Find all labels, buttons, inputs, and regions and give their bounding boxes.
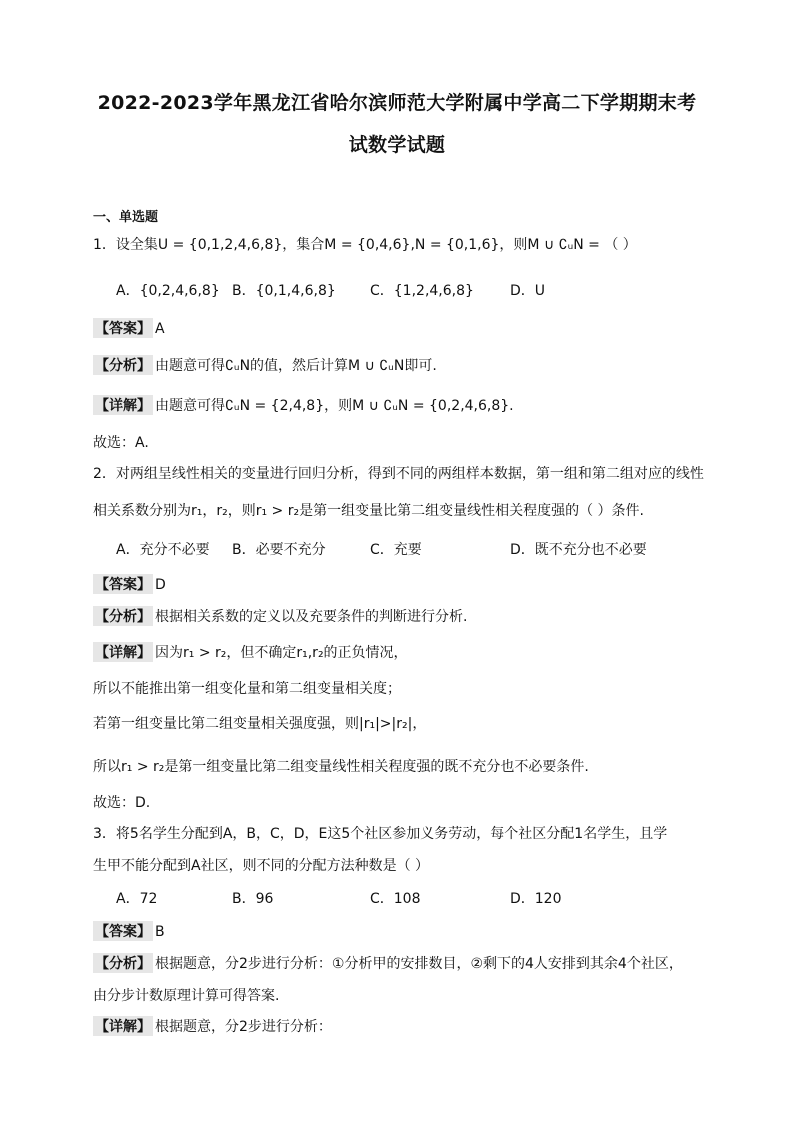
analysis-text: 根据相关系数的定义以及充要条件的判断进行分析.	[155, 609, 468, 625]
q2-analysis	[93, 606, 467, 626]
q1-conclusion: 故选：A.	[93, 435, 149, 451]
q2-detail-line-3: 所以r₁ > r₂是第一组变量比第二组变量线性相关程度强的既不充分也不必要条件.	[93, 759, 589, 775]
q2-option-d: D．既不充分也不必要	[510, 542, 647, 558]
q3-option-b: B．96	[232, 891, 274, 907]
detail-tag: 【详解】	[93, 395, 153, 415]
q3-detail	[93, 1016, 332, 1036]
q2-conclusion: 故选：D.	[93, 795, 151, 811]
analysis-tag: 【分析】	[93, 606, 153, 626]
question-1-stem: 1．设全集U = {0,1,2,4,6,8}，集合M = {0,4,6},N = {0,1,6}，则M ∪ ∁ᵤN = （ ）	[93, 237, 637, 253]
document-title-line1: 2022-2023学年黑龙江省哈尔滨师范大学附属中学高二下学期期末考	[97, 92, 697, 114]
answer-tag: 【答案】	[93, 921, 153, 941]
answer-value: D	[155, 577, 166, 593]
question-3-stem-line1: 3．将5名学生分配到A，B，C，D，E这5个社区参加义务劳动，每个社区分配1名学生，且学	[93, 826, 668, 842]
answer-tag: 【答案】	[93, 318, 153, 338]
analysis-tag: 【分析】	[93, 355, 153, 375]
answer-value: B	[155, 924, 165, 940]
question-2-stem-line2: 相关系数分别为r₁，r₂，则r₁ > r₂是第一组变量比第二组变量线性相关程度强的（ ）条件.	[93, 503, 645, 519]
detail-text: 由题意可得∁ᵤN = {2,4,8}，则M ∪ ∁ᵤN = {0,2,4,6,8}.	[155, 398, 514, 414]
detail-text: 根据题意，分2步进行分析：	[155, 1019, 332, 1035]
q2-detail-line-1: 所以不能推出第一组变化量和第二组变量相关度；	[93, 681, 401, 697]
q3-option-c: C．108	[370, 891, 421, 907]
q2-answer	[93, 574, 166, 594]
q1-analysis	[93, 355, 437, 375]
q3-option-d: D．120	[510, 891, 562, 907]
q2-option-b: B．必要不充分	[232, 542, 326, 558]
document-title-line2: 试数学试题	[348, 134, 446, 156]
q1-detail	[93, 395, 514, 415]
question-2-stem-line1: 2．对两组呈线性相关的变量进行回归分析，得到不同的两组样本数据，第一组和第二组对应的线性	[93, 466, 704, 482]
answer-value: A	[155, 321, 165, 337]
q3-answer	[93, 921, 165, 941]
q3-analysis-line1	[93, 953, 683, 973]
q3-analysis-line2: 由分步计数原理计算可得答案.	[93, 988, 280, 1004]
q1-answer	[93, 318, 165, 338]
q1-option-d: D．U	[510, 283, 546, 299]
q2-detail	[93, 642, 408, 662]
q1-option-a: A．{0,2,4,6,8}	[116, 283, 220, 299]
q3-option-a: A．72	[116, 891, 158, 907]
q2-option-a: A．充分不必要	[116, 542, 210, 558]
analysis-text: 由题意可得∁ᵤN的值，然后计算M ∪ ∁ᵤN即可.	[155, 358, 437, 374]
answer-tag: 【答案】	[93, 574, 153, 594]
detail-tag: 【详解】	[93, 1016, 153, 1036]
q2-option-c: C．充要	[370, 542, 422, 558]
q2-detail-line-2: 若第一组变量比第二组变量相关强度强，则|r₁|>|r₂|，	[93, 716, 427, 732]
q1-option-b: B．{0,1,4,6,8}	[232, 283, 336, 299]
section-heading: 一、单选题	[93, 210, 159, 225]
detail-text: 因为r₁ > r₂，但不确定r₁,r₂的正负情况，	[155, 645, 408, 661]
q1-option-c: C．{1,2,4,6,8}	[370, 283, 474, 299]
analysis-text: 根据题意，分2步进行分析：①分析甲的安排数目，②剩下的4人安排到其余4个社区，	[155, 956, 683, 972]
detail-tag: 【详解】	[93, 642, 153, 662]
question-3-stem-line2: 生甲不能分配到A社区，则不同的分配方法种数是（ ）	[93, 858, 430, 874]
analysis-tag: 【分析】	[93, 953, 153, 973]
